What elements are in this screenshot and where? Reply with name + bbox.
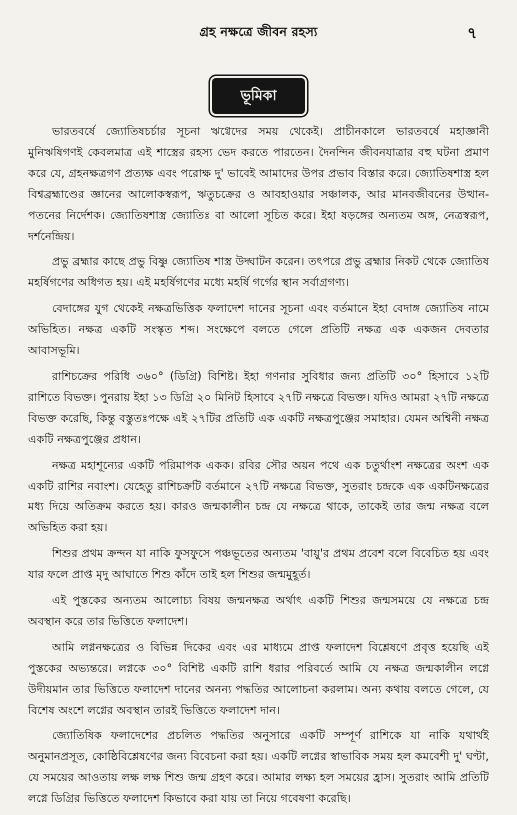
paragraph: শিশুর প্রথম ক্রন্দন যা নাকি ফুসফুসে পঞ্চভূতের অন্যতম 'বায়ু'র প্রথম প্রবেশ বলে বিবেচিত হয় এবং যার ফলে প্রাপ্ত মৃদু আঘাতে শিশু কাঁদে তাই হল শিশুর জন্মমুহূর্ত। — [28, 547, 489, 582]
page-number: ৭ — [467, 24, 477, 42]
paragraph: আমি লগ্ননক্ষত্রের ও বিভিন্ন দিকের এবং এর মাধ্যমে প্রাপ্ত ফলাদেশ বিশ্লেষণে প্রবৃত্ত হয়েছি এই পুস্তকের অভ্যন্তরে। লগ্নকে ৩০° বিশিষ্ট একটি রাশি ধরার পরিবর্তে আমি যে নক্ষত্র জন্মকালীন লগ্নে উদীয়মান তার ভিত্তিতে ফলাদেশ দানের অনন্য পদ্ধতির আলোচনা করলাম। অন্য কথায় বলতে গেলে, যে বিশেষ অংশে লগ্নের অবস্থান তারই ভিত্তিতে ফলাদেশ দান। — [28, 640, 489, 717]
paragraph: বেদাঙ্গের যুগ থেকেই নক্ষত্রভিত্তিক ফলাদেশ দানের সূচনা এবং বর্তমানে ইহা বেদাঙ্গ জ্যোতিষ নামে অভিহিত। নক্ষত্র একটি সংস্কৃত শব্দ। সংক্ষেপে বলতে গেলে প্রতিটি নক্ষত্র এক একজন দেবতার আবাসভূমি। — [28, 302, 489, 358]
running-title: গ্রহ নক্ষত্রে জীবন রহস্য — [199, 24, 318, 39]
body-text — [28, 122, 489, 815]
section-title-badge: ভূমিকা — [212, 78, 304, 114]
paragraph: নক্ষত্র মহাশূন্যের একটি পরিমাপক একক। রবির সৌর অয়ন পথে এক চতুর্থাংশ নক্ষত্রের অংশ এক একটি রাশির নবাংশ। যেহেতু রাশিচক্রটি বর্তমানে ২৭টি নক্ষত্রে বিভক্ত, সুতরাং চন্দ্রকে এক একটিনক্ষত্রের মধ্য দিয়ে অতিক্রম করতে হয়। কারও জন্মকালীন চন্দ্র যে নক্ষত্রে থাকে, তাকেই তার জন্ম নক্ষত্র বলে অভিহিত করা হয়। — [28, 458, 489, 535]
paragraph: এই পুস্তকের অন্যতম আলোচ্য বিষয় জন্মনক্ষত্র অর্থাৎ একটি শিশুর জন্মসময়ে যে নক্ষত্রে চন্দ্র অবস্থান করে তার ভিত্তিতে ফলাদেশ। — [28, 594, 489, 628]
page-header — [0, 22, 517, 46]
section-title-wrap — [0, 78, 517, 114]
paragraph: রাশিচক্রের পরিধি ৩৬০° (ডিগ্রি) বিশিষ্ট। ইহা গণনার সুবিধার জন্য প্রতিটি ৩০° হিসাবে ১২টি রাশিতে বিভক্ত। পুনরায় ইহা ১৩ ডিগ্রি ২০ মিনিট হিসাবে ২৭টি নক্ষত্রে বিভক্ত। যদিও আমরা ২৭টি নক্ষত্রে বিভক্ত করেছি, কিন্তু বস্তুতঃপক্ষে এই ২৭টির প্রতিটি এক একটি নক্ষত্রপুঞ্জের সমাহার। যেমন অশ্বিনী নক্ষত্র একটি নক্ষত্রপুঞ্জের প্রধান। — [28, 369, 489, 446]
paragraph: জ্যোতিষিক ফলাদেশের প্রচলিত পদ্ধতির অনুসারে একটি সম্পূর্ণ রাশিকে যা নাকি যথার্থই অনুমানপ্রসূত, কোষ্ঠিবিশ্লেষণের জন্য বিবেচনা করা হয়। একটি লগ্নের স্বাভাবিক সময় হল কমবেশী দু' ঘণ্টা, যে সময়ের আওতায় লক্ষ লক্ষ শিশু জন্ম গ্রহণ করে। আমার লক্ষ্য হল সময়ের হ্রাস। সুতরাং আমি প্রতিটি লগ্নে ডিগ্রির ভিত্তিতে ফলাদেশ কিভাবে করা যায় তা নিয়ে গবেষণা করেছি। — [28, 729, 489, 806]
paragraph: প্রভু ব্রহ্মার কাছে প্রভু বিষ্ণু জ্যোতিষ শাস্ত্র উদ্ঘাটন করেন। তৎপরে প্রভু ব্রহ্মার নিকট থেকে জ্যোতিষ মহর্ষিগণের অধিগত হয়। এই মহর্ষিগণের মধ্যে মহর্ষি গর্গের স্থান সর্বাগ্রগণ্য। — [28, 255, 489, 290]
paragraph: ভারতবর্ষে জ্যোতিষচর্চার সূচনা ঋগ্বেদের সময় থেকেই। প্রাচীনকালে ভারতবর্ষে মহাজ্ঞানী মুনিঋষিগণই কেবলমাত্র এই শাস্ত্রের রহস্য ভেদ করতে পারতেন। দৈনন্দিন জীবনযাত্রার বহু ঘটনা প্রমাণ করে যে, গ্রহনক্ষত্রগণ প্রত্যক্ষ এবং পরোক্ষ দু' ভাবেই আমাদের উপর প্রভাব বিস্তার করে। জ্যোতিষশাস্ত্র হল বিশ্বব্রহ্মাণ্ডের জ্ঞানের আলোকস্বরূপ, ঋতুচক্রের ও আবহাওয়ার সঞ্চালক, আর মানবজীবনের উত্থান-পতনের নির্দেশক। জ্যোতিষশাস্ত্র জ্যোতিঃ বা আলো সূচিত করে। ইহা ষড়ঙ্গের অন্যতম অঙ্গ, নেত্রস্বরূপ, দর্শনেন্দ্রিয়। — [28, 125, 489, 243]
